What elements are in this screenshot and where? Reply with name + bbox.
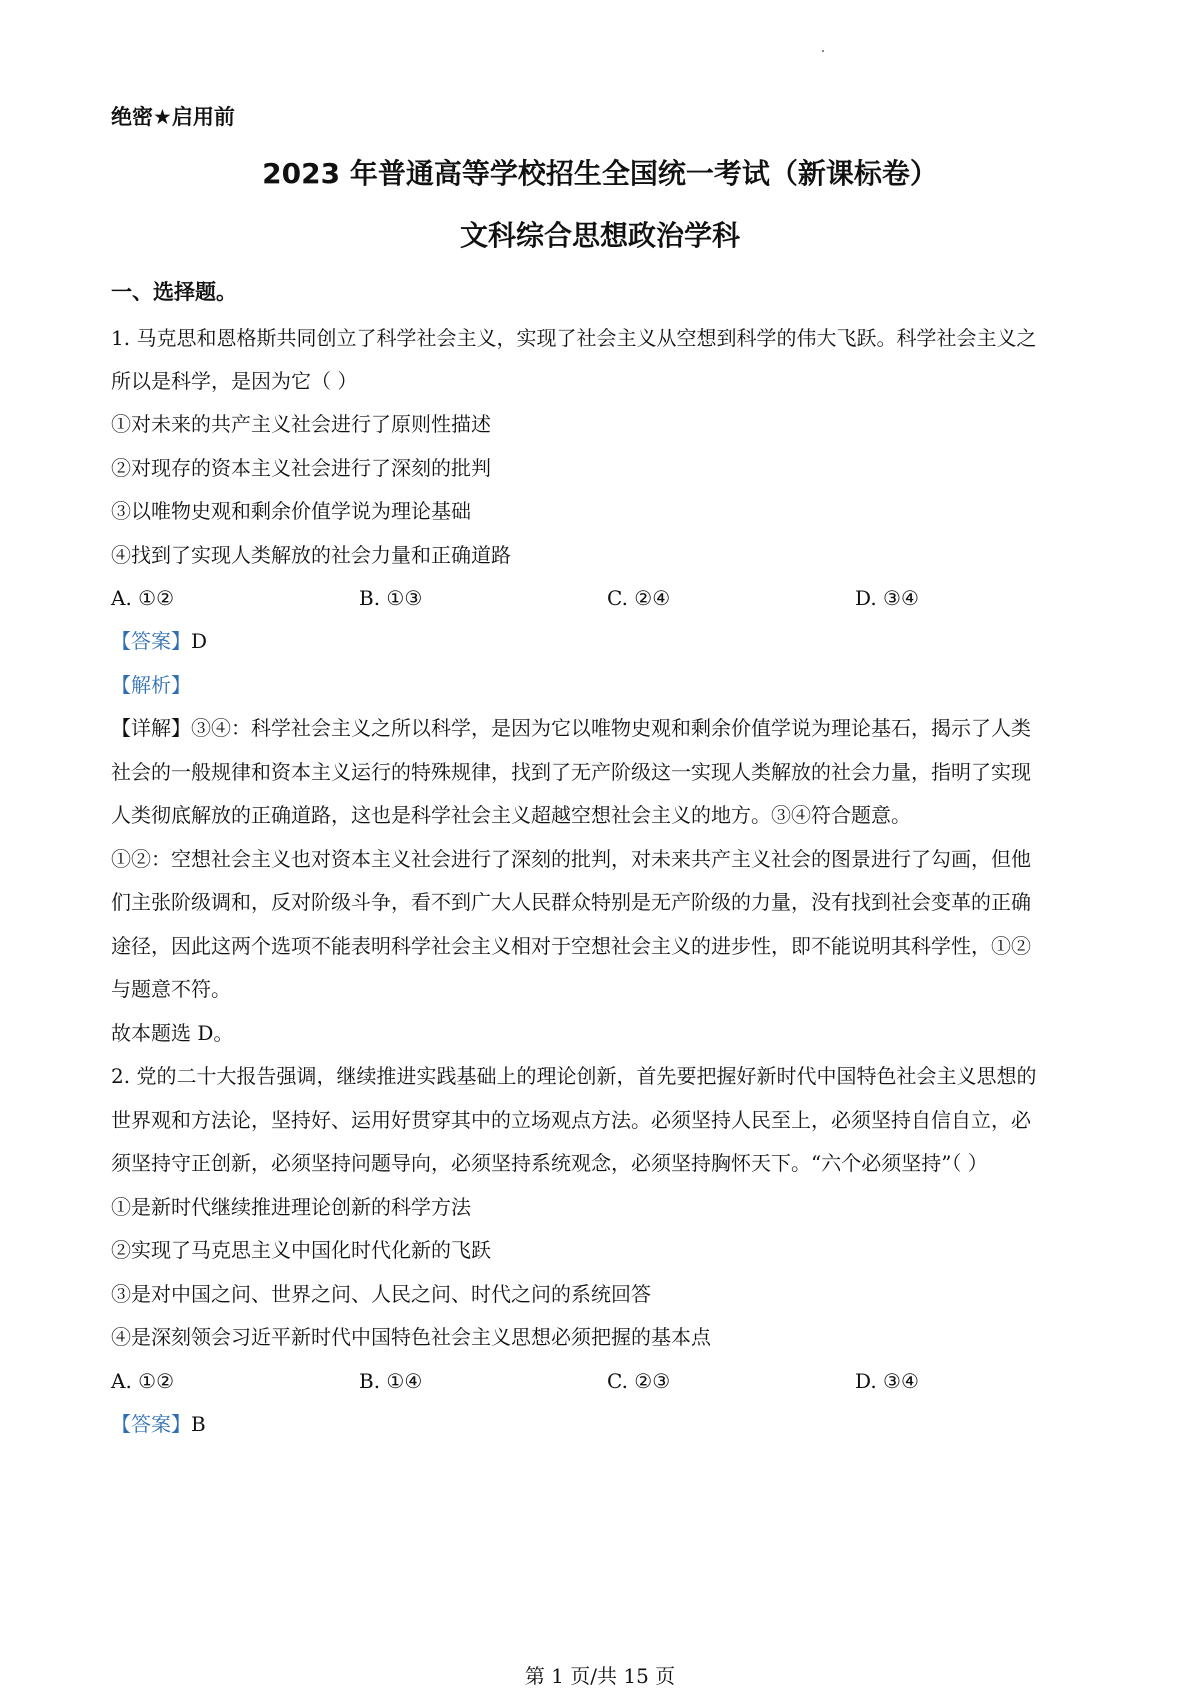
q2-stem-line-1: 2. 党的二十大报告强调，继续推进实践基础上的理论创新，首先要把握好新时代中国特色社会主义思想的	[111, 1064, 1037, 1088]
answer-value: D	[191, 629, 208, 653]
q2-item-3: ③是对中国之问、世界之问、人民之问、时代之问的系统回答	[111, 1282, 651, 1306]
q1-item-4: ④找到了实现人类解放的社会力量和正确道路	[111, 543, 511, 567]
answer-tag: 【答案】	[111, 1412, 191, 1436]
q1-detail-line-2: 社会的一般规律和资本主义运行的特殊规律，找到了无产阶级这一实现人类解放的社会力量，指明了实现	[111, 760, 1031, 784]
q1-detail-line-7: 与题意不符。	[111, 977, 231, 1001]
q1-item-1: ①对未来的共产主义社会进行了原则性描述	[111, 412, 491, 436]
exam-title: 2023 年普通高等学校招生全国统一考试（新课标卷）	[262, 157, 938, 190]
q1-detail-line-6: 途径，因此这两个选项不能表明科学社会主义相对于空想社会主义的进步性，即不能说明其科学性，①②	[111, 934, 1031, 958]
q2-item-4: ④是深刻领会习近平新时代中国特色社会主义思想必须把握的基本点	[111, 1325, 711, 1349]
q2-option-c: C. ②③	[607, 1369, 671, 1393]
q1-conclusion: 故本题选 D。	[111, 1021, 234, 1045]
subject-title: 文科综合思想政治学科	[459, 219, 740, 252]
q2-answer	[111, 1411, 206, 1437]
detail-text: ③④：科学社会主义之所以科学，是因为它以唯物史观和剩余价值学说为理论基石，揭示了人类	[191, 716, 1031, 740]
q1-stem-line-1: 1. 马克思和恩格斯共同创立了科学社会主义，实现了社会主义从空想到科学的伟大飞跃。科学社会主义之	[111, 326, 1037, 350]
q1-detail-line-5: 们主张阶级调和，反对阶级斗争，看不到广大人民群众特别是无产阶级的力量，没有找到社会变革的正确	[111, 890, 1031, 914]
q2-stem-line-3: 须坚持守正创新，必须坚持问题导向，必须坚持系统观念，必须坚持胸怀天下。“六个必须坚持”（ ）	[111, 1151, 988, 1175]
q1-option-b: B. ①③	[359, 586, 423, 610]
q2-option-b: B. ①④	[359, 1369, 423, 1393]
q2-option-d: D. ③④	[855, 1369, 919, 1393]
scan-dot	[822, 50, 824, 52]
answer-tag: 【答案】	[111, 629, 191, 653]
q1-detail-line-1	[111, 715, 1031, 741]
section-title: 一、选择题。	[111, 280, 237, 304]
q1-stem-line-2: 所以是科学，是因为它（ ）	[111, 369, 358, 393]
detail-tag: 【详解】	[111, 716, 191, 740]
q1-analysis-tag: 【解析】	[111, 673, 191, 697]
q1-option-d: D. ③④	[855, 586, 919, 610]
q1-answer	[111, 628, 207, 654]
q2-stem-line-2: 世界观和方法论，坚持好、运用好贯穿其中的立场观点方法。必须坚持人民至上，必须坚持自信自立，必	[111, 1108, 1031, 1132]
q2-options	[111, 1368, 1111, 1394]
q1-item-3: ③以唯物史观和剩余价值学说为理论基础	[111, 499, 471, 523]
q1-detail-line-3: 人类彻底解放的正确道路，这也是科学社会主义超越空想社会主义的地方。③④符合题意。	[111, 803, 911, 827]
q2-option-a: A. ①②	[111, 1369, 175, 1393]
page-footer: 第 1 页/共 15 页	[524, 1664, 676, 1688]
q1-item-2: ②对现存的资本主义社会进行了深刻的批判	[111, 456, 491, 480]
q1-option-a: A. ①②	[111, 586, 175, 610]
answer-value: B	[191, 1412, 206, 1436]
q2-item-2: ②实现了马克思主义中国化时代化新的飞跃	[111, 1238, 491, 1262]
confidential-label: 绝密★启用前	[111, 105, 235, 129]
q1-detail-line-4: ①②：空想社会主义也对资本主义社会进行了深刻的批判，对未来共产主义社会的图景进行了勾画，但他	[111, 847, 1031, 871]
q1-options	[111, 585, 1111, 611]
q1-option-c: C. ②④	[607, 586, 671, 610]
q2-item-1: ①是新时代继续推进理论创新的科学方法	[111, 1195, 471, 1219]
